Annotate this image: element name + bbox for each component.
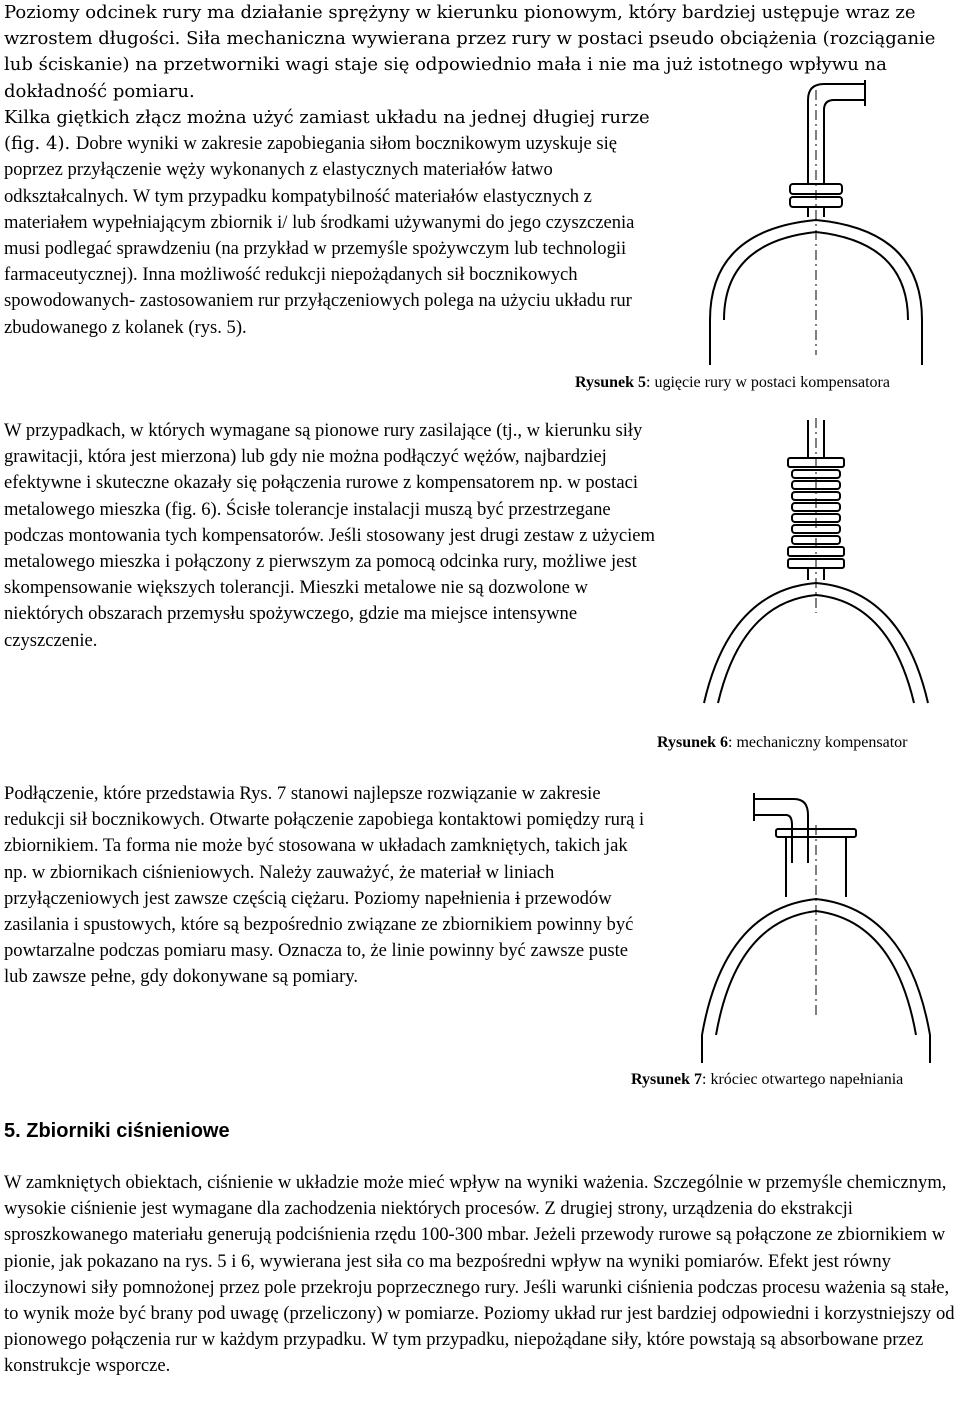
figure-5-caption bbox=[575, 373, 890, 393]
paragraph-bellows-compensator: W przypadkach, w których wymagane są pionowe rury zasilające (tj., w kierunku siły grawitacji, która jest mierzona) lub gdy nie można podłączyć wężów, najbardziej efektywne i skuteczne okazały się połączenia rurowe z kompensatorem np. w postaci metalowego mieszka (fig. 6). Ścisłe tolerancje instalacji muszą być przestrzegane podczas montowania tych kompensatorów. Jeśli stosowany jest drugi zestaw z użyciem metalowego mieszka i połączony z pierwszym za pomocą odcinka rury, możliwe jest skompensowanie większych tolerancji. Mieszki metalowe nie są dozwolone w niektórych obszarach przemysłu spożywczego, gdzie ma miejsce intensywne czyszczenie. bbox=[4, 420, 655, 651]
open-filling-nozzle-illustration bbox=[690, 785, 960, 1065]
figure-5-text: : ugięcie rury w postaci kompensatora bbox=[646, 374, 890, 391]
paragraph-open-connection bbox=[4, 781, 654, 991]
figure-5-drawing bbox=[690, 80, 960, 370]
figure-7-drawing bbox=[690, 785, 960, 1065]
figure-7-label: Rysunek 7 bbox=[631, 1071, 703, 1088]
figure-5-label: Rysunek 5 bbox=[575, 374, 647, 391]
paragraph-pipe-spring: Poziomy odcinek rury ma działanie sprężyny w kierunku pionowym, który bardziej ustępuje wraz ze wzrostem długości. Siła mechaniczna wywierana przez rury w postaci pseudo obciążenia (rozciąganie lub ściskanie) na przetworniki wagi staje się odpowiednio mała i nie ma już istotnego wpływu na dokładność pomiaru. bbox=[4, 2, 936, 102]
figure-6-label: Rysunek 6 bbox=[657, 734, 729, 751]
paragraph-flexible-joints-hoses: Dobre wyniki w zakresie zapobiegania siłom bocznikowym uzyskuje się poprzez przyłączenie węży wykonanych z elastycznych materiałów łatwo odkształcalnych. W tym przypadku kompatybilność materiałów elastycznych z materiałem wypełniającym zbiornik i/ lub środkami używanymi do jego czyszczenia musi podlegać sprawdzeniu (na przykład w przemyśle spożywczym lub technologii farmaceutycznej). bbox=[4, 133, 635, 286]
section-heading: 5. Zbiorniki ciśnieniowe bbox=[4, 1120, 230, 1142]
paragraph-flexible-joints bbox=[4, 105, 666, 341]
figure-7-text: : króciec otwartego napełniania bbox=[702, 1071, 904, 1088]
paragraph-flexible-joints-intro: Kilka giętkich złącz można użyć zamiast układu na jednej długiej rurze (fig. 4). bbox=[4, 107, 650, 155]
figure-6-drawing bbox=[690, 418, 960, 718]
figure-7-caption bbox=[631, 1070, 903, 1090]
figure-6-caption bbox=[657, 733, 908, 753]
bellows-compensator-illustration bbox=[690, 418, 960, 718]
pipe-bend-compensator-illustration bbox=[690, 80, 960, 370]
figure-6-text: : mechaniczny kompensator bbox=[728, 734, 908, 751]
paragraph-flexible-joints-elbows: Inna możliwość redukcji niepożądanych sił bocznikowych spowodowanych- zastosowaniem rur przyłączeniowych polega na użyciu układu rur zbudowanego z kolanek (rys. 5). bbox=[4, 264, 632, 338]
struck-out-letter: i bbox=[515, 887, 521, 909]
paragraph-open-connection-end: przewodów zasilania i spustowych, które są bezpośrednio związane ze zbiornikiem powinny być powtarzalne podczas pomiaru masy. Oznacza to, że linie powinny być zawsze puste lub zawsze pełne, gdy dokonywane są pomiary. bbox=[4, 887, 634, 988]
paragraph-pressure-vessels: W zamkniętych obiektach, ciśnienie w układzie może mieć wpływ na wyniki ważenia. Szczególnie w przemyśle chemicznym, wysokie ciśnienie jest wymagane dla zachodzenia niektórych procesów. Z drugiej strony, urządzenia do ekstrakcji sproszkowanego materiału generują podciśnienia rzędu 100-300 mbar. Jeżeli przewody rurowe są połączone ze zbiornikiem w pionie, jak pokazano na rys. 5 i 6, wywierana jest siła co ma bezpośredni wpływ na wyniki pomiarów. Efekt jest równy iloczynowi siły pomnożonej przez pole przekroju poprzecznego rury. Jeśli warunki ciśnienia podczas procesu ważenia są stałe, to wynik może być brany pod uwagę (przeliczony) w pomiarze. Poziomy układ rur jest bardziej odpowiedni i korzystniejszy od pionowego połączenia rur w każdym przypadku. W tym przypadku, niepożądane siły, które powstają są absorbowane przez konstrukcje wsporcze. bbox=[4, 1172, 955, 1377]
paragraph-open-connection-start: Podłączenie, które przedstawia Rys. 7 stanowi najlepsze rozwiązanie w zakresie redukcji sił bocznikowych. Otwarte połączenie zapobiega kontaktowi pomiędzy rurą i zbiornikiem. Ta forma nie może być stosowana w układach zamkniętych, takich jak np. w zbiornikach ciśnieniowych. Należy zauważyć, że materiał w liniach przyłączeniowych jest zawsze częścią ciężaru. Poziomy napełnienia bbox=[4, 783, 645, 909]
